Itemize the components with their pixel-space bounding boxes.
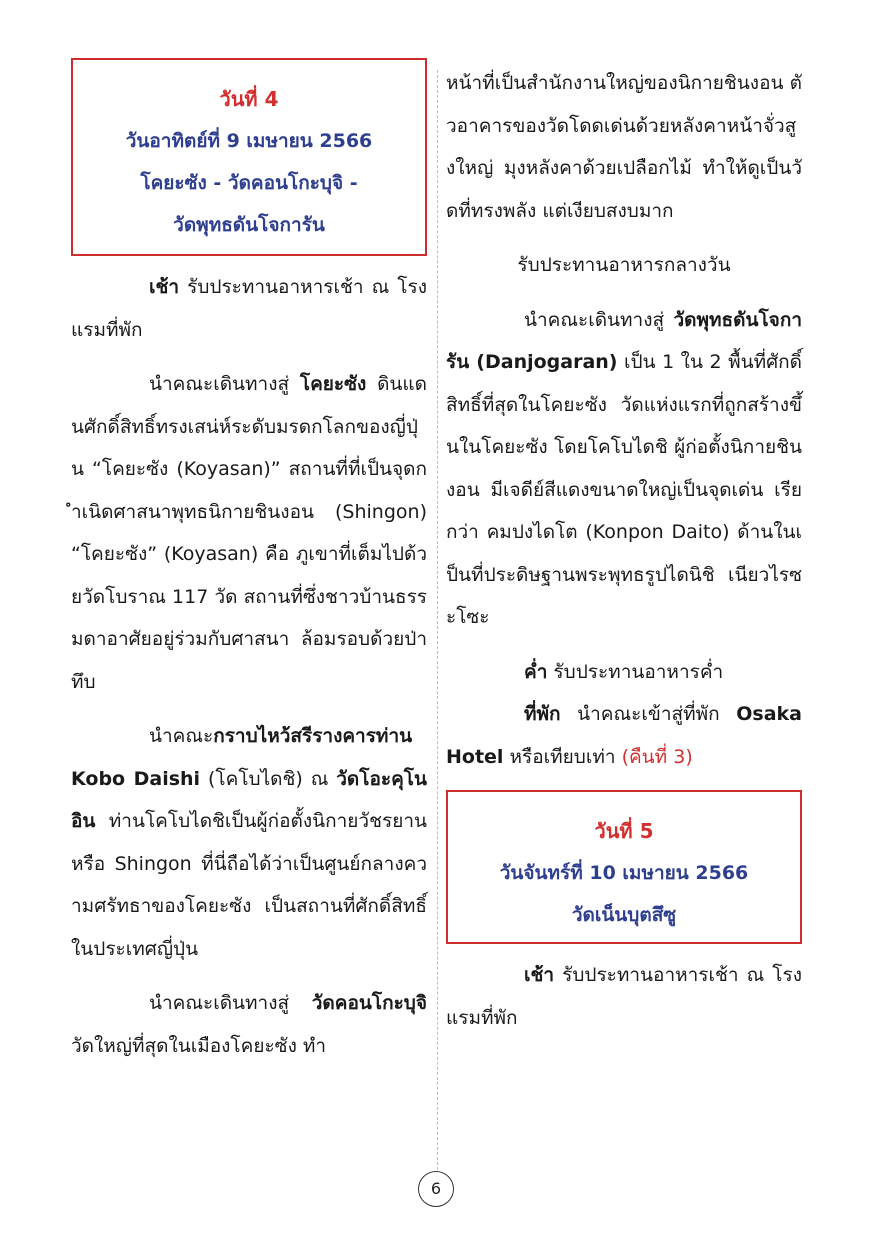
dinner-line (446, 651, 802, 694)
hotel-equivalent: หรือเทียบเท่า (503, 745, 622, 768)
dinner-text: รับประทานอาหารค่ำ (547, 660, 724, 683)
breakfast-label: เช้า (149, 276, 180, 298)
kongobuji-name: วัดคอนโกะบุจิ (311, 992, 427, 1014)
hotel-label: ที่พัก (524, 703, 561, 725)
day5-route: วัดเน็นบุตสึซู (571, 904, 677, 926)
kobo-daishi-name: กราบไหว้สรีรางคารท่าน Kobo Daishi (71, 725, 413, 790)
koyasan-name: โคยะซัง (299, 373, 367, 395)
dinner-label: ค่ำ (524, 660, 548, 683)
kongobuji-paragraph (71, 982, 427, 1067)
koyasan-desc: ดินแดนศักดิ์สิทธิ์ทรงเสน่ห์ระดับมรดกโลกของญี่ปุ่น “โคยะซัง (Koyasan)” สถานที่ที่เป็นจุดกำเนิดศาสนาพุทธนิกายชินงอน (Shingon) “โคยะซัง” (Koyasan) คือ ภูเขาที่เต็มไปด้วยวัดโบราณ 117 วัด สถานที่ซึ่งชาวบ้านธรรมดาอาศัยอยู่ร่วมกับศาสนา ล้อมรอบด้วยป่าทึบ (71, 373, 427, 693)
day4-route-line1: โคยะซัง - วัดคอนโกะบุจิ - (140, 172, 358, 194)
day4-title: วันที่ 4 (219, 87, 279, 111)
day5-breakfast-label: เช้า (524, 964, 555, 986)
kongobuji-continued: หน้าที่เป็นสำนักงานใหญ่ของนิกายชินงอน ตัวอาคารของวัดโดดเด่นด้วยหลังคาหน้าจั่วสูงใหญ่ มุงหลังคาด้วยเปลือกไม้ ทำให้ดูเป็นวัดที่ทรงพลัง แต่เงียบสงบมาก (446, 72, 802, 222)
hotel-paragraph (446, 693, 802, 778)
left-column (71, 58, 427, 1079)
day5-breakfast-text: รับประทานอาหารเช้า ณ โรงแรมที่พัก (446, 964, 802, 1029)
day4-date: วันอาทิตย์ที่ 9 เมษายน 2566 (125, 130, 373, 152)
okunoin-intro: นำคณะ (149, 725, 214, 747)
lunch-line: รับประทานอาหารกลางวัน (517, 254, 731, 276)
danjogaran-desc: เป็น 1 ใน 2 พื้นที่ศักดิ์สิทธิ์ที่สุดในโคยะซัง วัดแห่งแรกที่ถูกสร้างขึ้นในโคยะซัง โดยโคโบไดชิ ผู้ก่อตั้งนิกายชินงอน มีเจดีย์สีแดงขนาดใหญ่เป็นจุดเด่น เรียกว่า คมปงไดโต (Konpon Daito) ด้านในเป็นที่ประดิษฐานพระพุทธรูปไดนิชิ เนียวไรซะโซะ (446, 351, 803, 628)
day5-header-box (446, 790, 802, 944)
hotel-intro: นำคณะเข้าสู่ที่พัก (560, 703, 737, 725)
day4-route-line2: วัดพุทธดันโจการัน (173, 214, 325, 236)
kongobuji-intro: นำคณะเดินทางสู่ (149, 992, 312, 1014)
right-column (446, 58, 802, 1051)
koyasan-intro: นำคณะเดินทางสู่ (149, 373, 300, 395)
hotel-name: Osaka Hotel (446, 703, 802, 768)
breakfast-paragraph (71, 266, 427, 351)
kongobuji-desc: วัดใหญ่ที่สุดในเมืองโคยะซัง ทำ (71, 1034, 327, 1057)
danjogaran-paragraph (446, 299, 802, 639)
day5-date: วันจันทร์ที่ 10 เมษายน 2566 (499, 862, 749, 884)
day5-breakfast-paragraph (446, 954, 802, 1039)
day4-header-box (71, 58, 427, 256)
column-divider (437, 70, 438, 1170)
danjogaran-name: วัดพุทธดันโจการัน (Danjogaran) (446, 308, 802, 373)
page-number: 6 (418, 1171, 454, 1207)
koyasan-paragraph (71, 363, 427, 703)
danjogaran-intro: นำคณะเดินทางสู่ (524, 308, 674, 331)
breakfast-text: รับประทานอาหารเช้า ณ โรงแรมที่พัก (71, 276, 427, 341)
okunoin-desc: ท่านโคโบไดชิเป็นผู้ก่อตั้งนิกายวัชรยาน หรือ Shingon ที่นี่ถือได้ว่าเป็นศูนย์กลางความศรัทธาของโคยะซัง เป็นสถานที่ศักดิ์สิทธิ์ในประเทศญี่ปุ่น (71, 810, 427, 960)
night-count: (คืนที่ 3) (621, 745, 693, 768)
okunoin-name: วัดโอะคุโนอิน (71, 767, 427, 832)
day5-title: วันที่ 5 (594, 819, 654, 843)
okunoin-mid: (โคโบไดชิ) ณ (200, 767, 337, 790)
okunoin-paragraph (71, 715, 427, 970)
